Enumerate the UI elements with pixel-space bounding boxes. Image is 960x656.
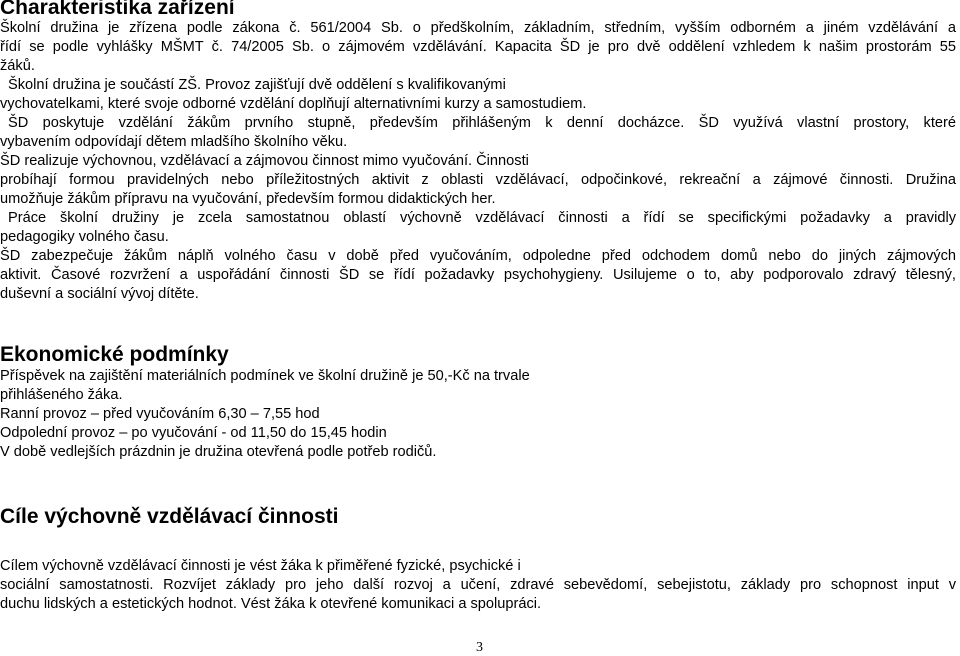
paragraph-line: Cílem výchovně vzdělávací činnosti je vést žáka k přiměřené fyzické, psychické i	[0, 558, 521, 574]
paragraph-line: žáků.	[0, 58, 35, 74]
paragraph-line: Školní družina je zřízena podle zákona č. 561/2004 Sb. o předškolním, základním, středním, vyšším odborném a jiném vzdělávání a	[0, 20, 956, 36]
paragraph-line: Ranní provoz – před vyučováním 6,30 – 7,55 hod	[0, 406, 320, 422]
paragraph-line: Školní družina je součástí ZŠ. Provoz zajišťují dvě oddělení s kvalifikovanými	[8, 77, 506, 93]
paragraph-line: ŠD zabezpečuje žákům náplň volného času v době před vyučováním, odpoledne před odchodem domů nebo do jiných zájmových	[0, 248, 956, 264]
paragraph-line: duchu lidských a estetických hodnot. Vést žáka k otevřené komunikaci a spolupráci.	[0, 596, 542, 612]
section-heading-cile: Cíle výchovně vzdělávací činnosti	[0, 505, 339, 528]
paragraph-line: umožňuje žákům přípravu na vyučování, především formou didaktických her.	[0, 191, 496, 207]
paragraph-line: vychovatelkami, které svoje odborné vzdělání doplňují alternativními kurzy a samostudiem.	[0, 96, 587, 112]
paragraph-line: ŠD realizuje výchovnou, vzdělávací a zájmovou činnost mimo vyučování. Činnosti	[0, 153, 529, 169]
section-heading-charakteristika: Charakteristika zařízení	[0, 0, 235, 19]
paragraph-line: V době vedlejších prázdnin je družina otevřená podle potřeb rodičů.	[0, 444, 437, 460]
paragraph-line: Příspěvek na zajištění materiálních podmínek ve školní družině je 50,-Kč na trvale	[0, 368, 530, 384]
page-number: 3	[476, 640, 483, 655]
paragraph-line: přihlášeného žáka.	[0, 387, 123, 403]
paragraph-line: probíhají formou pravidelných nebo příležitostných aktivit z oblasti vzdělávací, odpočinkové, rekreační a zájmové činnosti. Družina	[0, 172, 956, 188]
paragraph-line: Práce školní družiny je zcela samostatnou oblastí výchovně vzdělávací činnosti a řídí se specifickými požadavky a pravidly	[8, 210, 956, 226]
paragraph-line: duševní a sociální vývoj dítěte.	[0, 286, 199, 302]
paragraph-line: pedagogiky volného času.	[0, 229, 169, 245]
paragraph-line: řídí se podle vyhlášky MŠMT č. 74/2005 Sb. o zájmovém vzdělávání. Kapacita ŠD je pro dvě oddělení vzhledem k našim prostorám 55	[0, 39, 956, 55]
paragraph-line: vybavením odpovídají dětem mladšího školního věku.	[0, 134, 348, 150]
paragraph-line: sociální samostatnosti. Rozvíjet základy pro jeho další rozvoj a učení, zdravé sebevědomí, sebejistotu, základy pro schopnost input v	[0, 577, 956, 593]
paragraph-line: ŠD poskytuje vzdělání žákům prvního stupně, především přihlášeným k denní docházce. ŠD využívá vlastní prostory, které	[8, 115, 956, 131]
paragraph-line: aktivit. Časové rozvržení a uspořádání činnosti ŠD se řídí požadavky psychohygieny. Usilujeme o to, aby podporovalo zdravý tělesný,	[0, 267, 956, 283]
section-heading-ekonomicke: Ekonomické podmínky	[0, 343, 229, 366]
paragraph-line: Odpolední provoz – po vyučování - od 11,50 do 15,45 hodin	[0, 425, 387, 441]
